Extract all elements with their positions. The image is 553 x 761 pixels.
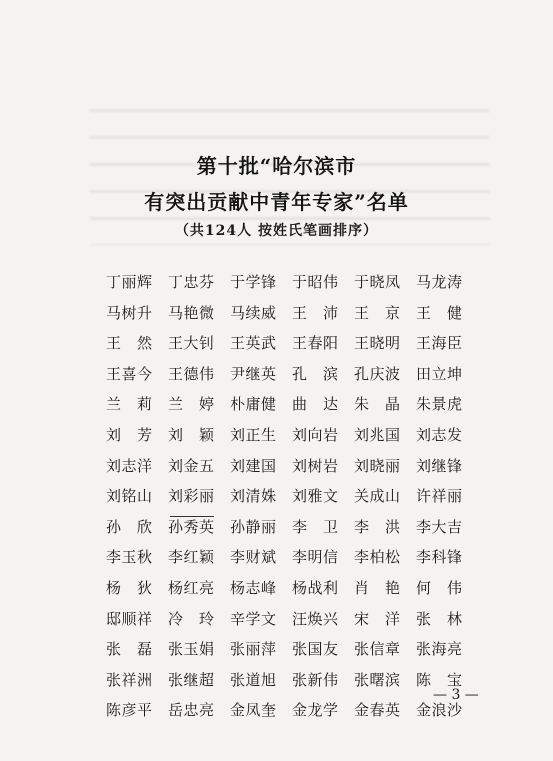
name-entry: 孙 欣 <box>106 517 153 536</box>
title-line-1: 第十批“哈尔滨市 <box>196 154 357 178</box>
name-entry: 杨红亮 <box>168 578 215 597</box>
name-entry: 李 卫 <box>292 517 339 536</box>
name-entry: 刘兆国 <box>354 425 401 444</box>
name-entry: 刘 芳 <box>106 425 153 444</box>
name-entry: 丁忠芬 <box>168 273 215 291</box>
name-entry: 刘继锋 <box>416 456 463 475</box>
name-entry: 刘金五 <box>168 456 215 475</box>
name-entry: 邸顺祥 <box>106 609 153 628</box>
name-entry: 刘清姝 <box>230 487 277 506</box>
name-entry: 杨战利 <box>292 578 339 597</box>
name-entry: 何 伟 <box>416 578 463 597</box>
name-entry: 曲 达 <box>292 395 339 414</box>
name-entry: 于晓凤 <box>354 273 401 291</box>
name-entry: 王春阳 <box>292 334 339 353</box>
name-entry: 刘铭山 <box>106 487 153 506</box>
name-entry: 尹继英 <box>230 364 277 383</box>
name-entry: 金龙学 <box>292 701 339 720</box>
name-entry: 刘树岩 <box>292 456 339 475</box>
name-entry: 张祥洲 <box>106 670 153 689</box>
name-entry: 张继超 <box>168 670 215 689</box>
name-entry: 杨志峰 <box>230 578 277 597</box>
name-entry: 张道旭 <box>230 670 277 689</box>
name-entry: 许祥丽 <box>416 487 463 506</box>
name-entry: 李柏松 <box>354 548 401 567</box>
name-entry: 马艳微 <box>168 303 215 322</box>
name-entry: 刘志洋 <box>106 456 153 475</box>
name-entry: 张新伟 <box>292 670 339 689</box>
title-line-2: 有突出贡献中青年专家”名单 <box>144 190 409 214</box>
name-entry: 张信章 <box>354 640 401 659</box>
name-entry: 孔庆波 <box>354 364 401 383</box>
name-entry: 马续威 <box>230 303 277 322</box>
name-entry: 王 沛 <box>292 303 339 322</box>
name-entry: 孙秀英 <box>168 517 215 536</box>
name-entry: 张丽萍 <box>230 640 277 659</box>
name-entry: 岳忠亮 <box>168 701 215 720</box>
name-entry: 田立坤 <box>416 364 463 383</box>
name-entry: 李明信 <box>292 548 339 567</box>
name-entry: 冷 玲 <box>168 609 215 628</box>
name-entry: 金春英 <box>354 701 401 720</box>
name-entry: 丁丽辉 <box>106 273 153 291</box>
name-entry: 王 健 <box>416 303 463 322</box>
name-entry: 王德伟 <box>168 364 215 383</box>
name-entry: 李红颖 <box>168 548 215 567</box>
name-entry: 汪焕兴 <box>292 609 339 628</box>
name-entry: 孔 滨 <box>292 364 339 383</box>
name-entry: 刘向岩 <box>292 425 339 444</box>
name-entry: 王英武 <box>230 334 277 353</box>
name-entry: 陈彦平 <box>106 701 153 720</box>
page-number: — 3 — <box>433 687 479 703</box>
name-entry: 刘正生 <box>230 425 277 444</box>
name-entry: 辛学文 <box>230 609 277 628</box>
handwritten-underline <box>170 516 214 517</box>
name-entry: 宋 洋 <box>354 609 401 628</box>
name-entry: 李玉秋 <box>106 548 153 567</box>
name-entry: 孙静丽 <box>230 517 277 536</box>
name-entry: 张 林 <box>416 609 463 628</box>
name-entry: 马树升 <box>106 303 153 322</box>
name-entry: 杨 狄 <box>106 578 153 597</box>
name-entry: 王 京 <box>354 303 401 322</box>
name-entry: 张海亮 <box>416 640 463 659</box>
name-entry: 刘 颖 <box>168 425 215 444</box>
name-entry: 兰 婷 <box>168 395 215 414</box>
name-entry: 于昭伟 <box>292 273 339 291</box>
subtitle: （共124人 按姓氏笔画排序） <box>174 223 379 239</box>
name-entry: 金浪沙 <box>416 701 463 720</box>
name-entry: 李 洪 <box>354 517 401 536</box>
name-entry: 王 然 <box>106 334 153 353</box>
name-entry: 朴庸健 <box>230 395 277 414</box>
name-entry: 马龙涛 <box>416 273 463 291</box>
name-list <box>106 271 478 730</box>
name-entry: 张玉娟 <box>168 640 215 659</box>
name-entry: 李科锋 <box>416 548 463 567</box>
name-entry: 李大吉 <box>416 517 463 536</box>
name-entry: 朱景虎 <box>416 395 463 414</box>
name-entry: 刘雅文 <box>292 487 339 506</box>
name-entry: 于学锋 <box>230 273 277 291</box>
name-entry: 金凤奎 <box>230 701 277 720</box>
name-entry: 王海臣 <box>416 334 463 353</box>
name-entry: 张 磊 <box>106 640 153 659</box>
name-entry: 朱 晶 <box>354 395 401 414</box>
name-entry: 王晓明 <box>354 334 401 353</box>
name-entry: 陈 宝 <box>416 670 463 689</box>
name-entry: 兰 莉 <box>106 395 153 414</box>
name-entry: 刘志发 <box>416 425 463 444</box>
name-entry: 刘晓丽 <box>354 456 401 475</box>
name-entry: 关成山 <box>354 487 401 506</box>
name-entry: 张国友 <box>292 640 339 659</box>
name-entry: 张曙滨 <box>354 670 401 689</box>
name-entry: 王喜今 <box>106 364 153 383</box>
name-entry: 肖 艳 <box>354 578 401 597</box>
name-entry: 刘建国 <box>230 456 277 475</box>
name-entry: 王大钊 <box>168 334 215 353</box>
name-entry: 李财斌 <box>230 548 277 567</box>
name-entry: 刘彩丽 <box>168 487 215 506</box>
